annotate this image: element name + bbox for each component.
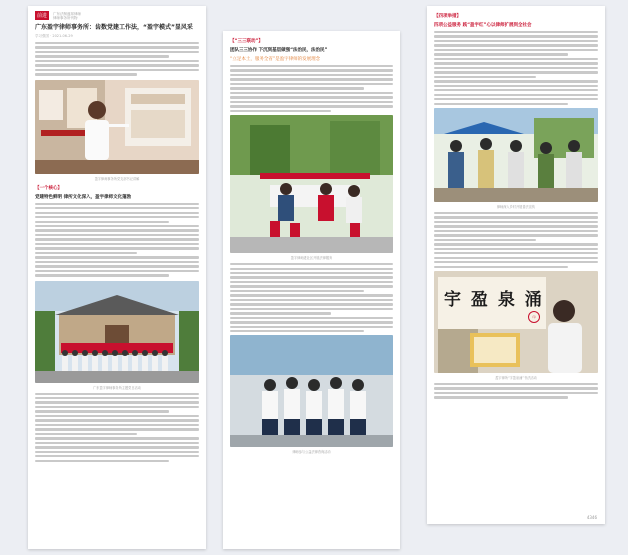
article-meta: 学习强国 · 2021-06-29: [35, 34, 73, 38]
highlight-text: “立足本土，服务全省”是盈宇律师的发展理念: [230, 57, 321, 62]
photo-calligraphy: [434, 271, 598, 373]
body-paragraph-8: [230, 92, 393, 112]
photo-caption-1: 盈宇律师事务所党支部书记讲解: [94, 176, 140, 181]
photo-caption-5: 律师深入乡村开展普法宣传: [496, 204, 536, 209]
body-paragraph-4: [35, 393, 199, 413]
body-paragraph-9: [230, 263, 393, 292]
newspaper-page-3: [427, 6, 605, 524]
intro-paragraph: [35, 42, 199, 58]
newspaper-page-2: [223, 31, 400, 549]
body-paragraph-11: [230, 317, 393, 333]
photo-group-at-building: [35, 281, 199, 383]
section-heading-1: 【一个核心】: [35, 185, 62, 191]
article-title: 广东盈宇律师事务所：齿数党建工作法，“盈宇模式”显风采: [35, 24, 193, 31]
photo-community-service: [230, 115, 393, 253]
section-lead-1: 党建特色鲜明 律所文化深入，盈宇律师文化蓬勃: [35, 194, 132, 200]
body-paragraph-6: [35, 437, 199, 462]
page-header: [35, 11, 199, 20]
section-lead-2: 团队三三协作 下沉到基层做强“法治民，法治民”: [230, 48, 328, 53]
photo-caption-2: 广东盈宇律师事务所主题党日活动: [93, 385, 141, 390]
page-number: 4346: [586, 515, 597, 520]
photo-lawyers-consultation: [230, 335, 393, 447]
header-line-1: 广东法制盛邦律师: [53, 11, 81, 16]
newspaper-page-1: [28, 6, 206, 549]
body-paragraph-2: [35, 225, 199, 254]
publication-logo: 前进: [36, 13, 47, 19]
body-paragraph-5: [35, 415, 199, 435]
body-paragraph-7: [230, 65, 393, 90]
body-paragraph-10: [230, 294, 393, 314]
header-text-block: [53, 12, 81, 20]
intro-paragraph-2: [35, 60, 199, 76]
section-heading-2: 【“三三联动”】: [230, 39, 263, 44]
photo-speaker-at-exhibit: [35, 80, 199, 174]
body-paragraph-14: [434, 80, 598, 105]
photo-caption-4: 律师参与公益法律咨询活动: [292, 450, 331, 455]
body-paragraph-13: [434, 58, 598, 78]
body-paragraph-15: [434, 212, 598, 241]
photo-caption-6: 盈宇律所“宇盈泉涌”书法活动: [495, 375, 537, 380]
section-heading-3: 【四项举措】: [434, 14, 461, 19]
photo-village-outreach: [434, 108, 598, 202]
photo-caption-3: 盈宇律师进社区开展法律服务: [290, 256, 333, 261]
body-paragraph-1: [35, 203, 199, 223]
body-paragraph-12: [434, 31, 598, 56]
calligraphy-text: 宇 盈 泉 涌: [444, 289, 544, 310]
header-line-2: 律师事务所刊物: [53, 15, 78, 20]
body-paragraph-16: [434, 243, 598, 268]
section-lead-3: 四项公益服务 践“盈宇红”心以律师扩展到全社会: [434, 23, 532, 28]
body-paragraph-17: [434, 383, 598, 399]
red-seal-stamp: 印: [528, 311, 540, 323]
body-paragraph-3: [35, 256, 199, 276]
